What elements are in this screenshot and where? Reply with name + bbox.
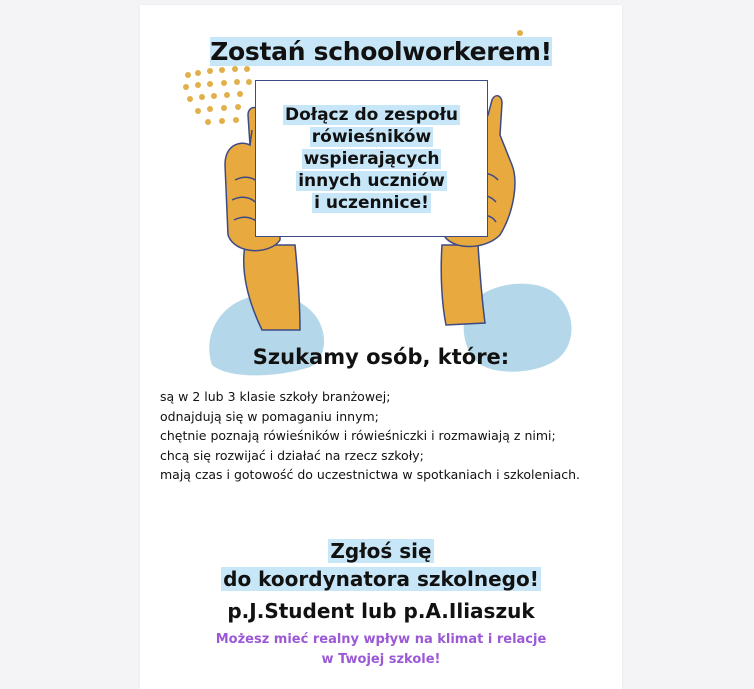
- sign-line: wspierających: [303, 148, 440, 169]
- list-item: odnajdują się w pomaganiu innym;: [160, 408, 379, 424]
- sign-board: [255, 80, 488, 237]
- poster-page: [140, 5, 622, 689]
- footer-line: w Twojej szkole!: [321, 652, 441, 667]
- coordinators-names: p.J.Student lub p.A.Iliaszuk: [227, 599, 535, 623]
- criteria-list: [160, 388, 600, 486]
- sign-line: i uczennice!: [314, 192, 429, 213]
- sign-line: rówieśników: [311, 126, 432, 147]
- cta-line: Zgłoś się: [330, 539, 432, 563]
- footer-note: [140, 630, 622, 670]
- list-item: chętnie poznają rówieśników i rówieśniczki i rozmawiają z nimi;: [160, 428, 556, 443]
- subheading: Szukamy osób, które:: [252, 345, 510, 369]
- poster-title: Zostań schoolworkerem!: [210, 37, 552, 66]
- list-item: chcą się rozwijać i działać na rzecz szkoły;: [160, 447, 424, 463]
- call-to-action: [140, 537, 622, 593]
- list-item: mają czas i gotowość do uczestnictwa w spotkaniach i szkoleniach.: [160, 467, 581, 482]
- cta-line: do koordynatora szkolnego!: [223, 567, 539, 591]
- list-item: są w 2 lub 3 klasie szkoły branżowej;: [160, 389, 391, 404]
- sign-line: innych uczniów: [298, 170, 445, 191]
- footer-line: Możesz mieć realny wpływ na klimat i relacje: [215, 632, 547, 647]
- sign-line: Dołącz do zespołu: [284, 104, 459, 125]
- sign-text: [283, 104, 460, 214]
